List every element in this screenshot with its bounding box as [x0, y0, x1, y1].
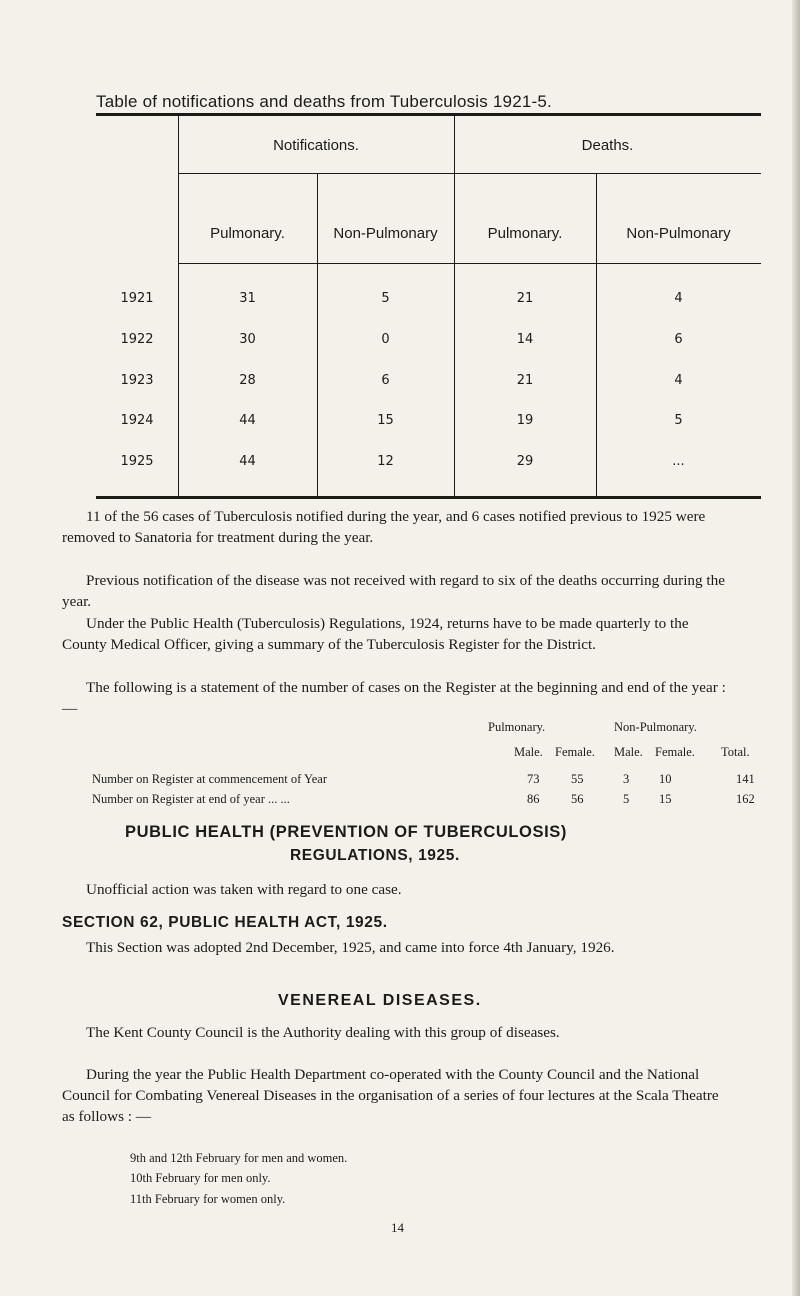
paragraph-lectures: During the year the Public Health Department co-operated with the County Council and the National Council for Combating Venereal Diseases in the organisation of a series of four lectures at the Scala Theatre as follows : — [62, 1066, 719, 1125]
cell-year: 1925 [120, 454, 154, 469]
register-head-pulmonary: Pulmonary. [488, 720, 546, 734]
heading-prevention-regulations: PUBLIC HEALTH (PREVENTION OF TUBERCULOSIS) [125, 823, 567, 841]
heading-regulations-1925: REGULATIONS, 1925. [290, 847, 460, 864]
register-sub-female-non: Female. [655, 745, 695, 759]
cell-notif-nonpulmonary: 6 [381, 373, 390, 388]
table-row [96, 454, 761, 474]
paragraph-regulations-1924: Under the Public Health (Tuberculosis) Regulations, 1924, returns have to be made quarterly to the County Medical Officer, giving a summary of the Tuberculosis Register for the District. [62, 615, 689, 653]
cell-notif-pulmonary: 31 [239, 291, 256, 306]
table-row [96, 332, 761, 352]
register-value: 55 [571, 772, 584, 786]
cell-notif-pulmonary: 28 [239, 373, 256, 388]
lecture-item: 9th and 12th February for men and women. [130, 1151, 348, 1165]
cell-notif-pulmonary: 44 [239, 413, 256, 428]
header-deaths: Deaths. [581, 137, 634, 154]
cell-year: 1923 [120, 373, 154, 388]
cell-year: 1924 [120, 413, 154, 428]
paragraph-previous-notification: Previous notification of the disease was not received with regard to six of the deaths occurring during the year. [62, 572, 725, 610]
page-number: 14 [391, 1220, 404, 1235]
register-sub-total: Total. [721, 745, 750, 759]
register-sub-male-pul: Male. [514, 745, 543, 759]
header-deaths-pulmonary: Pulmonary. [487, 225, 563, 242]
paragraph-unofficial-action: Unofficial action was taken with regard to one case. [86, 881, 402, 898]
register-value: 73 [527, 772, 540, 786]
cell-deaths-nonpulmonary: 6 [674, 332, 683, 347]
register-sub-male-non: Male. [614, 745, 643, 759]
cell-deaths-nonpulmonary: ... [672, 454, 685, 469]
table-group-rule [178, 173, 761, 174]
cell-notif-nonpulmonary: 15 [377, 413, 394, 428]
paragraph-kent-county-council: The Kent County Council is the Authority dealing with this group of diseases. [86, 1024, 560, 1041]
register-value: 56 [571, 792, 584, 806]
register-value: 5 [623, 792, 630, 806]
cell-notif-nonpulmonary: 5 [381, 291, 390, 306]
register-row-label: Number on Register at commencement of Year [92, 772, 328, 786]
register-head-nonpulmonary: Non-Pulmonary. [614, 720, 697, 734]
header-notifications: Notifications. [273, 137, 359, 154]
page-title: Table of notifications and deaths from Tuberculosis 1921-5. [96, 92, 552, 111]
register-value: 15 [659, 792, 672, 806]
cell-notif-pulmonary: 44 [239, 454, 256, 469]
cell-deaths-nonpulmonary: 4 [674, 291, 683, 306]
register-value: 162 [736, 792, 755, 806]
table-row [96, 373, 761, 393]
cell-deaths-pulmonary: 19 [516, 413, 534, 428]
header-notif-nonpulmonary: Non-Pulmonary [333, 225, 438, 242]
lecture-item: 10th February for men only. [130, 1171, 271, 1185]
cell-notif-nonpulmonary: 12 [377, 454, 394, 469]
register-value: 3 [623, 772, 630, 786]
paragraph-section-62: This Section was adopted 2nd December, 1925, and came into force 4th January, 1926. [86, 939, 615, 956]
cell-deaths-nonpulmonary: 4 [674, 373, 683, 388]
cell-year: 1921 [120, 291, 154, 306]
cell-deaths-pulmonary: 29 [516, 454, 534, 469]
table-row [96, 413, 761, 433]
header-notif-pulmonary: Pulmonary. [210, 225, 285, 242]
tuberculosis-table [96, 113, 761, 500]
table-top-rule [96, 113, 761, 116]
heading-section-62: SECTION 62, PUBLIC HEALTH ACT, 1925. [62, 914, 388, 931]
cell-deaths-nonpulmonary: 5 [674, 413, 683, 428]
cell-year: 1922 [120, 332, 154, 347]
register-value: 86 [527, 792, 540, 806]
lecture-item: 11th February for women only. [130, 1192, 286, 1206]
register-value: 10 [659, 772, 672, 786]
table-row [96, 291, 761, 311]
table-header-rule [178, 263, 761, 264]
cell-notif-pulmonary: 30 [239, 332, 256, 347]
table-bottom-rule [96, 496, 761, 499]
header-deaths-nonpulmonary: Non-Pulmonary [626, 225, 731, 242]
cell-deaths-pulmonary: 21 [516, 291, 534, 306]
heading-venereal-diseases: VENEREAL DISEASES. [278, 992, 482, 1009]
paragraph-register-statement: The following is a statement of the number of cases on the Register at the beginning and end of the year :— [62, 679, 726, 717]
register-sub-female-pul: Female. [555, 745, 595, 759]
paragraph-sanatoria: 11 of the 56 cases of Tuberculosis notified during the year, and 6 cases notified previous to 1925 were removed to Sanatoria for treatment during the year. [62, 508, 706, 546]
cell-notif-nonpulmonary: 0 [381, 332, 390, 347]
register-row-label: Number on Register at end of year ... ... [92, 792, 290, 806]
cell-deaths-pulmonary: 21 [516, 373, 534, 388]
register-value: 141 [736, 772, 755, 786]
cell-deaths-pulmonary: 14 [516, 332, 534, 347]
page-edge-shadow [792, 0, 800, 1296]
